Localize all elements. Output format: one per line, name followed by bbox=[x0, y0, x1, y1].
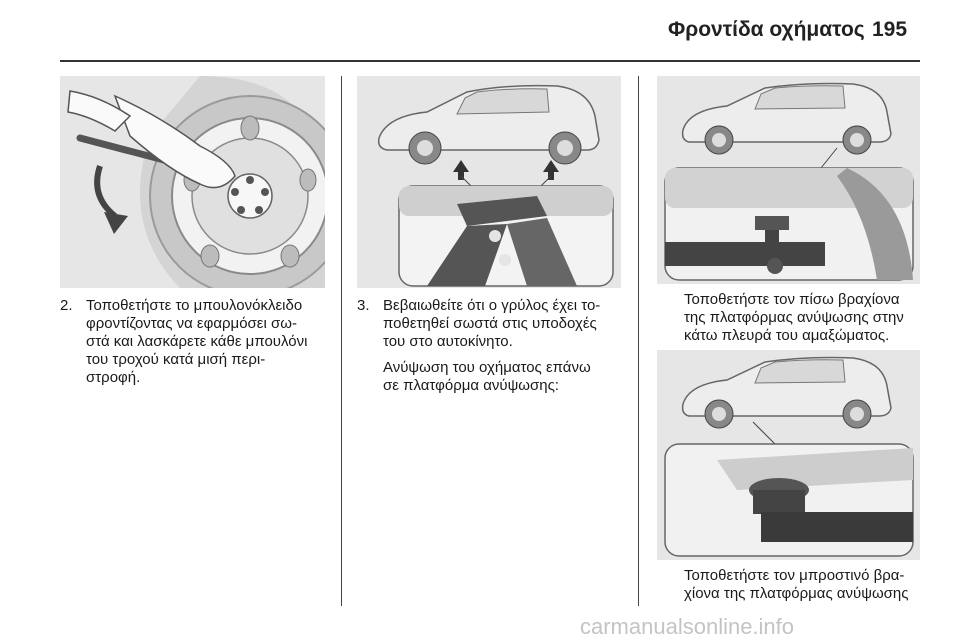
step-2-number: 2. bbox=[60, 297, 73, 314]
step-2-line: φροντίζοντας να εφαρμόσει σω- bbox=[86, 315, 297, 332]
step-2-text bbox=[60, 297, 335, 387]
rear-arm-caption-line: Τοποθετήστε τον πίσω βραχίονα bbox=[684, 291, 900, 308]
column-divider-1 bbox=[341, 76, 342, 606]
rear-arm-caption-line: της πλατφόρμας ανύψωσης στην bbox=[684, 309, 904, 326]
step-3-line: του στο αυτοκίνητο. bbox=[383, 333, 513, 350]
jack-position-illustration bbox=[357, 76, 621, 288]
page-title: Φροντίδα οχήματος bbox=[668, 18, 865, 41]
rear-arm-caption bbox=[684, 291, 924, 345]
step-3-line: Βεβαιωθείτε ότι ο γρύλος έχει το- bbox=[383, 297, 601, 314]
step-2-line: Τοποθετήστε το μπουλονόκλειδο bbox=[86, 297, 303, 314]
step-2-line: του τροχού κατά μισή περι- bbox=[86, 351, 266, 368]
step-2-line: στά και λασκάρετε κάθε μπουλόνι bbox=[86, 333, 308, 350]
rear-lift-arm-illustration bbox=[657, 76, 920, 284]
lift-platform-line: Ανύψωση του οχήματος επάνω bbox=[383, 359, 591, 376]
step-3-text bbox=[357, 297, 629, 395]
front-arm-caption-line: χίονα της πλατφόρμας ανύψωσης bbox=[684, 585, 909, 602]
watermark: carmanualsonline.info bbox=[580, 614, 795, 639]
front-lift-arm-illustration bbox=[657, 350, 920, 560]
wrench-wheel-illustration bbox=[60, 76, 325, 288]
front-arm-caption-line: Τοποθετήστε τον μπροστινό βρα- bbox=[684, 567, 905, 584]
front-arm-caption bbox=[684, 567, 924, 603]
lift-platform-line: σε πλατφόρμα ανύψωσης: bbox=[383, 377, 559, 394]
step-3-line: ποθετηθεί σωστά στις υποδοχές bbox=[383, 315, 597, 332]
column-divider-2 bbox=[638, 76, 639, 606]
page-number: 195 bbox=[872, 18, 908, 41]
step-2-line: στροφή. bbox=[86, 369, 141, 386]
header-divider bbox=[60, 60, 920, 62]
rear-arm-caption-line: κάτω πλευρά του αμαξώματος. bbox=[684, 327, 890, 344]
step-3-number: 3. bbox=[357, 297, 370, 314]
